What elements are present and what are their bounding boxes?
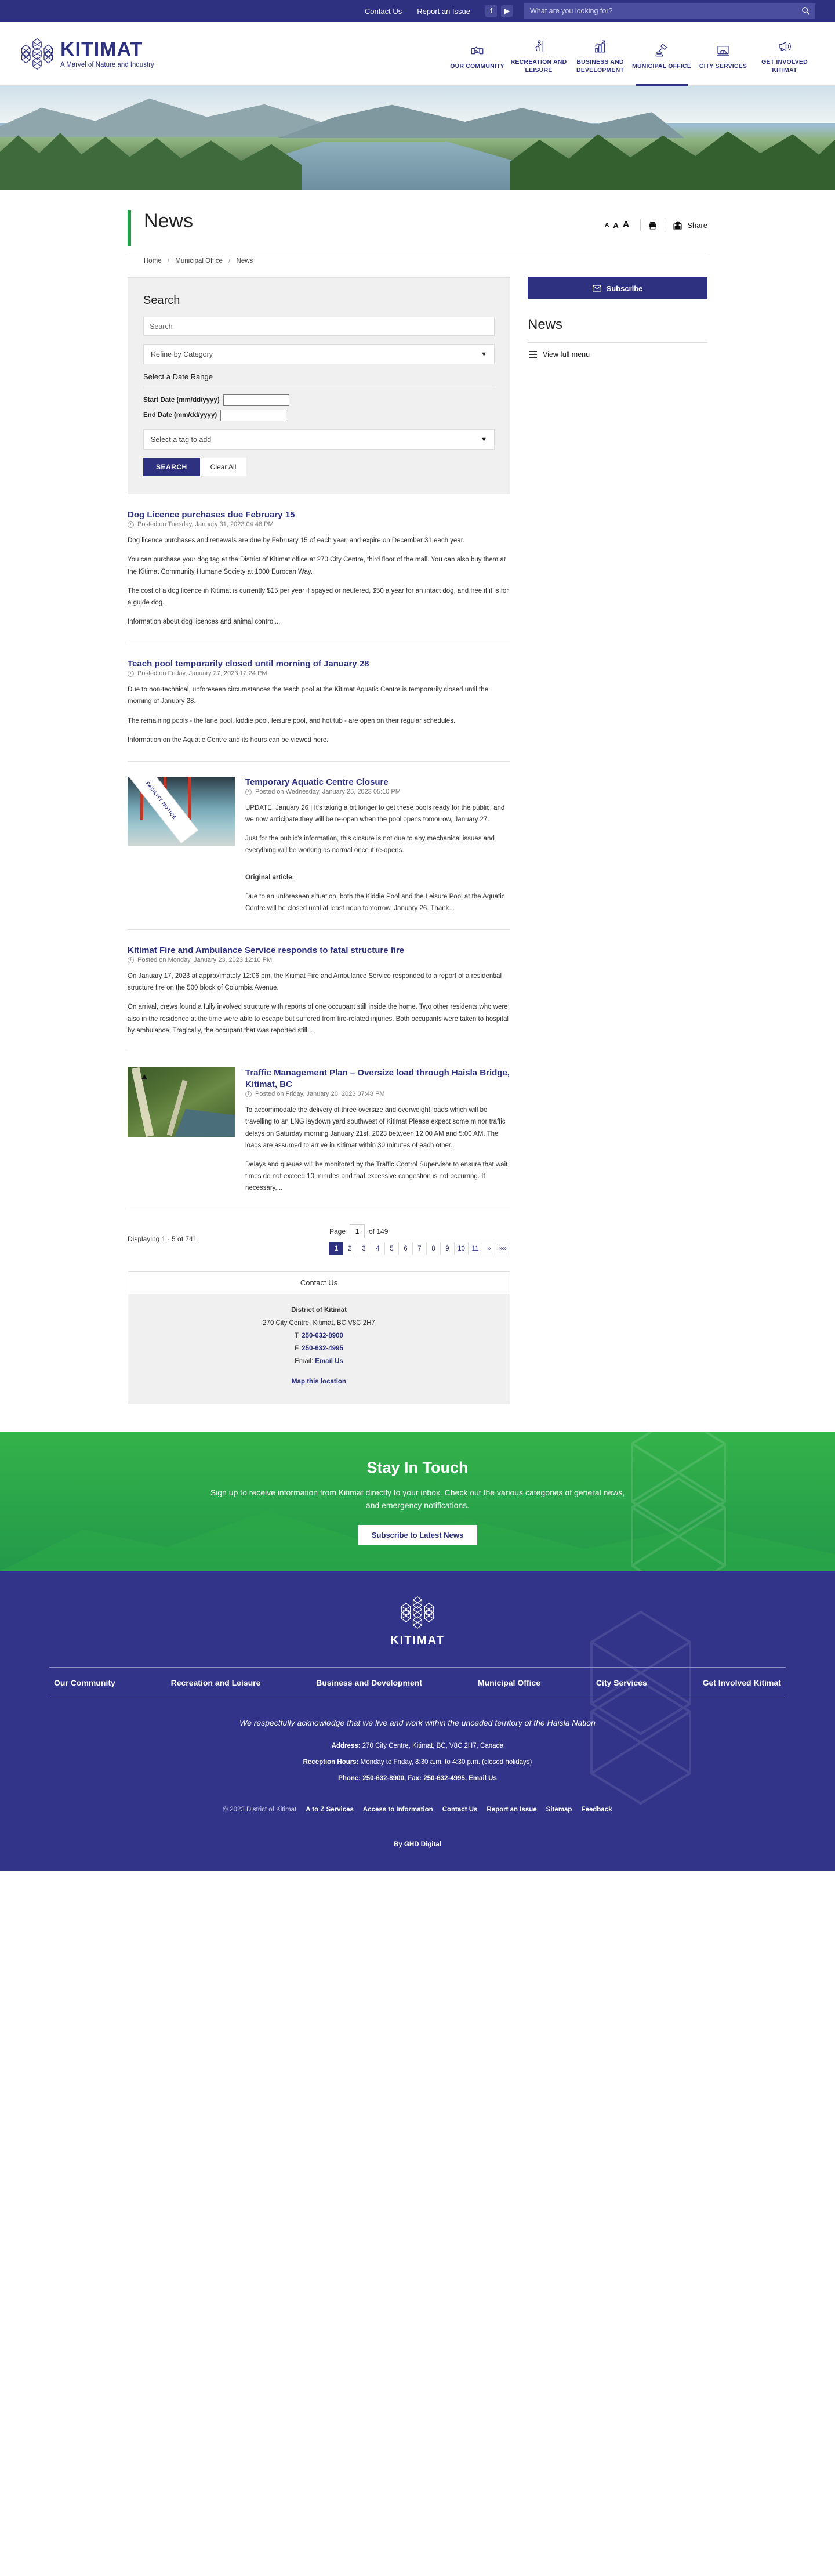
utility-bar bbox=[0, 0, 835, 22]
clock-icon bbox=[245, 1091, 252, 1097]
footer-nav-recreation-and-leisure[interactable]: Recreation and Leisure bbox=[170, 1678, 261, 1688]
font-size-large-button[interactable]: A bbox=[622, 220, 630, 230]
sidebar-heading: News bbox=[528, 317, 563, 332]
nav-item-municipal-office[interactable] bbox=[631, 22, 692, 86]
article-paragraph: Due to an unforeseen situation, both the Kiddie Pool and the Leisure Pool at the Aquatic Centre will be closed until at least noon tomorrow, January 26. Thank... bbox=[245, 893, 505, 912]
search-icon[interactable] bbox=[801, 6, 811, 16]
footer-byline: By GHD Digital bbox=[394, 1841, 441, 1849]
envelope-icon bbox=[593, 285, 601, 292]
page-title-bar bbox=[128, 210, 707, 246]
nav-label: OUR COMMUNITY bbox=[450, 62, 504, 70]
land-acknowledgement: We respectfully acknowledge that we live and work within the unceded territory of the Haisla Nation bbox=[239, 1718, 596, 1728]
page-actions bbox=[605, 219, 707, 231]
print-icon[interactable] bbox=[648, 220, 658, 230]
footer-logo[interactable] bbox=[0, 1595, 835, 1647]
article-posted-date: Posted on Monday, January 23, 2023 12:10 PM bbox=[137, 957, 273, 964]
nav-item-our-community[interactable] bbox=[446, 22, 508, 86]
thumbnail-caption: FACILITY NOTICE bbox=[144, 780, 178, 821]
article-paragraph: Due to non-technical, unforeseen circumstances the teach pool at the Kitimat Aquatic Centre is temporarily closed until the morning of January 28. bbox=[128, 686, 488, 705]
article-meta bbox=[128, 957, 510, 963]
article-paragraph: On January 17, 2023 at approximately 12:06 pm, the Kitimat Fire and Ambulance Service responded to a report of a residential structure fire on the 500 block of Columbia Avenue. bbox=[128, 973, 502, 992]
page-link-1[interactable]: 1 bbox=[329, 1242, 343, 1255]
page-total-label: of 149 bbox=[369, 1227, 389, 1236]
breadcrumb-separator: / bbox=[167, 258, 170, 265]
news-article[interactable] bbox=[128, 1052, 510, 1209]
article-thumbnail[interactable] bbox=[128, 1067, 235, 1137]
page-label: Page bbox=[329, 1227, 346, 1236]
page-link-10[interactable]: 10 bbox=[455, 1242, 469, 1255]
page-link-7[interactable]: 7 bbox=[413, 1242, 427, 1255]
footer-phone-line bbox=[0, 1775, 835, 1782]
page-link-4[interactable]: 4 bbox=[371, 1242, 385, 1255]
gavel-icon bbox=[654, 41, 669, 58]
main-column bbox=[128, 277, 510, 1404]
stay-in-touch-section bbox=[0, 1432, 835, 1571]
article-posted-date: Posted on Friday, January 27, 2023 12:24 PM bbox=[137, 670, 267, 677]
page-title: News bbox=[144, 210, 194, 232]
bridge-icon bbox=[716, 41, 731, 58]
footer-fax-value: 250-632-4995, bbox=[423, 1775, 467, 1782]
nav-item-business-and-development[interactable] bbox=[569, 22, 631, 86]
article-title[interactable]: Temporary Aquatic Centre Closure bbox=[245, 777, 389, 787]
article-paragraph: You can purchase your dog tag at the District of Kitimat office at 270 City Centre, third floor of the mall. You can also buy them at the Kitimat Community Humane Society at 1000 Eurocan Way. bbox=[128, 556, 506, 575]
article-meta bbox=[128, 670, 510, 677]
footer-nav-our-community[interactable]: Our Community bbox=[54, 1678, 115, 1688]
news-article[interactable] bbox=[128, 494, 510, 643]
brand-tagline: A Marvel of Nature and Industry bbox=[60, 61, 154, 68]
article-paragraph: The remaining pools - the lane pool, kiddie pool, leisure pool, and hot tub - are open on their regular schedules. bbox=[128, 717, 456, 724]
clock-icon bbox=[128, 957, 134, 963]
footer-nav-city-services[interactable]: City Services bbox=[596, 1678, 647, 1688]
footer-address-label: Address: bbox=[331, 1742, 361, 1750]
article-subheading: Original article: bbox=[245, 874, 295, 881]
nav-label: CITY SERVICES bbox=[699, 62, 747, 70]
news-article[interactable] bbox=[128, 762, 510, 930]
share-icon[interactable] bbox=[672, 220, 683, 230]
global-search-input[interactable] bbox=[524, 3, 815, 19]
footer-nav-business-and-development[interactable]: Business and Development bbox=[316, 1678, 423, 1688]
copyright-text: © 2023 District of Kitimat bbox=[223, 1806, 297, 1814]
nav-label: BUSINESS AND DEVELOPMENT bbox=[576, 59, 625, 74]
page-link-9[interactable]: 9 bbox=[441, 1242, 455, 1255]
sidebar bbox=[528, 277, 707, 366]
footer-fax-label: Fax: bbox=[408, 1775, 422, 1782]
view-full-menu-button[interactable] bbox=[528, 342, 707, 366]
article-paragraph: The cost of a dog licence in Kitimat is currently $15 per year if spayed or neutered, $50 a year for an intact dog, and free if it is for a guide dog. bbox=[128, 587, 509, 606]
tag-select[interactable] bbox=[143, 429, 495, 450]
article-title[interactable]: Dog Licence purchases due February 15 bbox=[128, 510, 295, 520]
page-layout bbox=[128, 277, 707, 1404]
footer-address-value: 270 City Centre, Kitimat, BC, V8C 2H7, Canada bbox=[362, 1742, 504, 1750]
youtube-icon[interactable]: ▶ bbox=[501, 5, 513, 17]
article-title[interactable]: Kitimat Fire and Ambulance Service responds to fatal structure fire bbox=[128, 945, 405, 955]
contact-address: 270 City Centre, Kitimat, BC V8C 2H7 bbox=[263, 1319, 375, 1327]
subscribe-label: Subscribe bbox=[606, 284, 643, 293]
nav-label: RECREATION AND LEISURE bbox=[510, 59, 567, 74]
megaphone-icon bbox=[777, 37, 792, 54]
subscribe-button[interactable] bbox=[528, 277, 707, 299]
article-posted-date: Posted on Friday, January 20, 2023 07:48 PM bbox=[255, 1090, 385, 1098]
site-header bbox=[0, 22, 835, 86]
contact-us-box bbox=[128, 1271, 510, 1404]
article-posted-date: Posted on Wednesday, January 25, 2023 05:10 PM bbox=[255, 788, 401, 795]
clock-icon bbox=[128, 521, 134, 528]
footer-link-sitemap[interactable]: Sitemap bbox=[546, 1806, 572, 1814]
handshake-icon bbox=[470, 41, 485, 58]
results-count: Displaying 1 - 5 of 741 bbox=[128, 1235, 197, 1244]
footer-link-contact-us[interactable]: Contact Us bbox=[442, 1806, 478, 1814]
breadcrumb bbox=[128, 252, 707, 265]
nav-label: MUNICIPAL OFFICE bbox=[632, 62, 691, 70]
page-last-button[interactable]: »» bbox=[496, 1242, 510, 1255]
main-navigation bbox=[446, 22, 815, 86]
contact-box-heading: Contact Us bbox=[128, 1272, 510, 1294]
search-panel-heading: Search bbox=[143, 294, 180, 307]
footer-phone-label: Phone: bbox=[338, 1775, 361, 1782]
footer-navigation bbox=[49, 1667, 786, 1698]
chevron-down-icon: ▼ bbox=[481, 350, 487, 358]
facebook-icon[interactable]: f bbox=[485, 5, 497, 17]
breadcrumb-item-municipal-office[interactable]: Municipal Office bbox=[175, 258, 223, 265]
footer-hours-label: Reception Hours: bbox=[303, 1759, 359, 1766]
contact-email-label: Email: bbox=[295, 1357, 314, 1365]
contact-fax-link[interactable]: 250-632-4995 bbox=[302, 1345, 343, 1352]
clock-icon bbox=[128, 671, 134, 677]
breadcrumb-item-news[interactable]: News bbox=[236, 258, 253, 265]
font-size-medium-button[interactable]: A bbox=[613, 220, 619, 230]
map-this-location-link[interactable]: Map this location bbox=[292, 1378, 346, 1386]
brand-name: KITIMAT bbox=[60, 38, 143, 60]
article-paragraph: Just for the public's information, this closure is not due to any mechanical issues and everything will be working as normal once it re-opens. bbox=[245, 835, 495, 854]
breadcrumb-separator: / bbox=[228, 258, 231, 265]
article-paragraph: UPDATE, January 26 | It's taking a bit longer to get these pools ready for the public, and we now anticipate they will be re-open when the pool opens tomorrow, January 27. bbox=[245, 805, 505, 824]
font-size-small-button[interactable]: A bbox=[605, 222, 609, 229]
hero-banner-image bbox=[0, 86, 835, 190]
contact-phone-prefix: T. bbox=[295, 1332, 300, 1339]
article-paragraph: On arrival, crews found a fully involved structure with reports of one occupant still inside the home. Two other residents who were also in the residence at the time were able to escape but suffered from fire-related injuries. Both occupants were taken to hospital by ambulance. Tragically, the occupant that was reported still... bbox=[128, 1003, 509, 1034]
page-link-8[interactable]: 8 bbox=[427, 1242, 441, 1255]
utility-link-contact-us[interactable]: Contact Us bbox=[364, 6, 402, 16]
contact-fax-prefix: F. bbox=[295, 1345, 300, 1352]
footer-email-us-link[interactable]: Email Us bbox=[469, 1775, 497, 1782]
kitimat-snowflake-logo-icon bbox=[400, 1595, 435, 1631]
footer-bottom-links bbox=[0, 1806, 835, 1813]
footer-address-line bbox=[0, 1742, 835, 1749]
clear-all-button[interactable]: Clear All bbox=[200, 458, 247, 476]
contact-org: District of Kitimat bbox=[291, 1307, 347, 1314]
end-date-label: End Date (mm/dd/yyyy) bbox=[143, 412, 217, 419]
nav-item-get-involved-kitimat[interactable] bbox=[754, 22, 815, 86]
contact-email-link[interactable]: Email Us bbox=[315, 1357, 343, 1365]
article-posted-date: Posted on Tuesday, January 31, 2023 04:48 PM bbox=[137, 521, 274, 528]
article-meta bbox=[245, 788, 510, 795]
stay-in-touch-body: Sign up to receive information from Kitimat directly to your inbox. Check out the various categories of general news, and emergency notifications. bbox=[210, 1487, 625, 1510]
page-jump bbox=[293, 1224, 388, 1238]
article-paragraph: Dog licence purchases and renewals are due by February 15 of each year, and expire on December 31 each year. bbox=[128, 537, 465, 545]
chart-growth-icon bbox=[593, 37, 608, 54]
hiker-icon bbox=[531, 37, 546, 54]
search-button[interactable]: SEARCH bbox=[143, 458, 200, 476]
end-date-input[interactable] bbox=[220, 410, 286, 421]
footer-phone-value[interactable]: 250-632-8900, bbox=[362, 1775, 406, 1782]
article-paragraph-with-link: Information on the Aquatic Centre and its hours can be viewed here. bbox=[128, 736, 329, 744]
nav-item-recreation-and-leisure[interactable] bbox=[508, 22, 569, 86]
footer-link-a-to-z-services[interactable]: A to Z Services bbox=[306, 1806, 354, 1814]
footer-brand-name: KITIMAT bbox=[390, 1634, 445, 1647]
breadcrumb-item-home[interactable]: Home bbox=[144, 258, 162, 265]
article-meta bbox=[128, 521, 510, 528]
footer-link-feedback[interactable]: Feedback bbox=[581, 1806, 612, 1814]
footer-hours-value: Monday to Friday, 8:30 a.m. to 4:30 p.m. (closed holidays) bbox=[360, 1759, 532, 1766]
contact-phone-link[interactable]: 250-632-8900 bbox=[302, 1332, 343, 1339]
page-link-11[interactable]: 11 bbox=[469, 1242, 482, 1255]
date-range-label: Select a Date Range bbox=[143, 372, 213, 381]
hamburger-menu-icon bbox=[529, 351, 537, 358]
search-input[interactable] bbox=[143, 317, 495, 336]
page-link-5[interactable]: 5 bbox=[385, 1242, 399, 1255]
start-date-row bbox=[143, 394, 495, 406]
pager bbox=[293, 1224, 510, 1255]
category-select-value: Refine by Category bbox=[151, 350, 213, 358]
article-thumbnail[interactable] bbox=[128, 777, 235, 846]
start-date-label: Start Date (mm/dd/yyyy) bbox=[143, 397, 220, 404]
footer-link-report-an-issue[interactable]: Report an Issue bbox=[487, 1806, 537, 1814]
news-search-panel bbox=[128, 277, 510, 494]
category-select[interactable] bbox=[143, 344, 495, 364]
footer-link-access-to-information[interactable]: Access to Information bbox=[362, 1806, 433, 1814]
subscribe-to-latest-news-button[interactable]: Subscribe to Latest News bbox=[358, 1525, 477, 1545]
pagination bbox=[128, 1209, 510, 1261]
kitimat-snowflake-logo-icon bbox=[20, 37, 55, 71]
page-link-6[interactable]: 6 bbox=[399, 1242, 413, 1255]
utility-link-report-an-issue[interactable]: Report an Issue bbox=[417, 6, 470, 16]
site-footer bbox=[0, 1571, 835, 1871]
article-paragraph: To accommodate the delivery of three oversize and overweight loads which will be travelling to an LNG laydown yard southwest of Kitimat Please expect some minor traffic delays on Saturday morning January 21st, 2023 between 12:00 AM and 5:00 AM. The loads are assumed to arrive in Kitimat within 30 minutes of each other. bbox=[245, 1107, 506, 1149]
article-paragraph: Delays and queues will be monitored by the Traffic Control Supervisor to ensure that wait times do not exceed 10 minutes and that excessive congestion is not occurring. If necessary,... bbox=[245, 1161, 508, 1191]
news-article[interactable] bbox=[128, 930, 510, 1052]
article-meta bbox=[245, 1090, 510, 1097]
chevron-down-icon: ▼ bbox=[481, 436, 487, 443]
page-link-2[interactable]: 2 bbox=[343, 1242, 357, 1255]
article-title[interactable]: Traffic Management Plan – Oversize load through Haisla Bridge, Kitimat, BC bbox=[245, 1067, 510, 1089]
article-paragraph: Information about dog licences and animal control... bbox=[128, 618, 281, 625]
tag-select-value: Select a tag to add bbox=[151, 435, 212, 444]
page-list bbox=[293, 1242, 510, 1255]
article-title[interactable]: Teach pool temporarily closed until morning of January 28 bbox=[128, 659, 369, 669]
global-search[interactable] bbox=[524, 3, 815, 19]
footer-nav-municipal-office[interactable]: Municipal Office bbox=[477, 1678, 540, 1688]
end-date-row bbox=[143, 410, 495, 421]
view-full-menu-label: View full menu bbox=[543, 350, 590, 358]
site-logo[interactable] bbox=[20, 37, 154, 71]
news-article[interactable] bbox=[128, 643, 510, 762]
clock-icon bbox=[245, 789, 252, 795]
footer-hours-line bbox=[0, 1759, 835, 1766]
divider bbox=[640, 219, 641, 231]
nav-label: GET INVOLVED KITIMAT bbox=[761, 59, 808, 74]
nav-item-city-services[interactable] bbox=[692, 22, 754, 86]
page-link-3[interactable]: 3 bbox=[357, 1242, 371, 1255]
footer-nav-get-involved-kitimat[interactable]: Get Involved Kitimat bbox=[702, 1678, 781, 1688]
contact-box-body bbox=[128, 1294, 510, 1404]
stay-in-touch-heading: Stay In Touch bbox=[366, 1458, 469, 1476]
share-label[interactable]: Share bbox=[687, 220, 707, 230]
search-panel-buttons bbox=[143, 458, 495, 476]
page-next-button[interactable]: » bbox=[482, 1242, 496, 1255]
page-number-input[interactable] bbox=[350, 1224, 365, 1238]
start-date-input[interactable] bbox=[223, 394, 289, 406]
